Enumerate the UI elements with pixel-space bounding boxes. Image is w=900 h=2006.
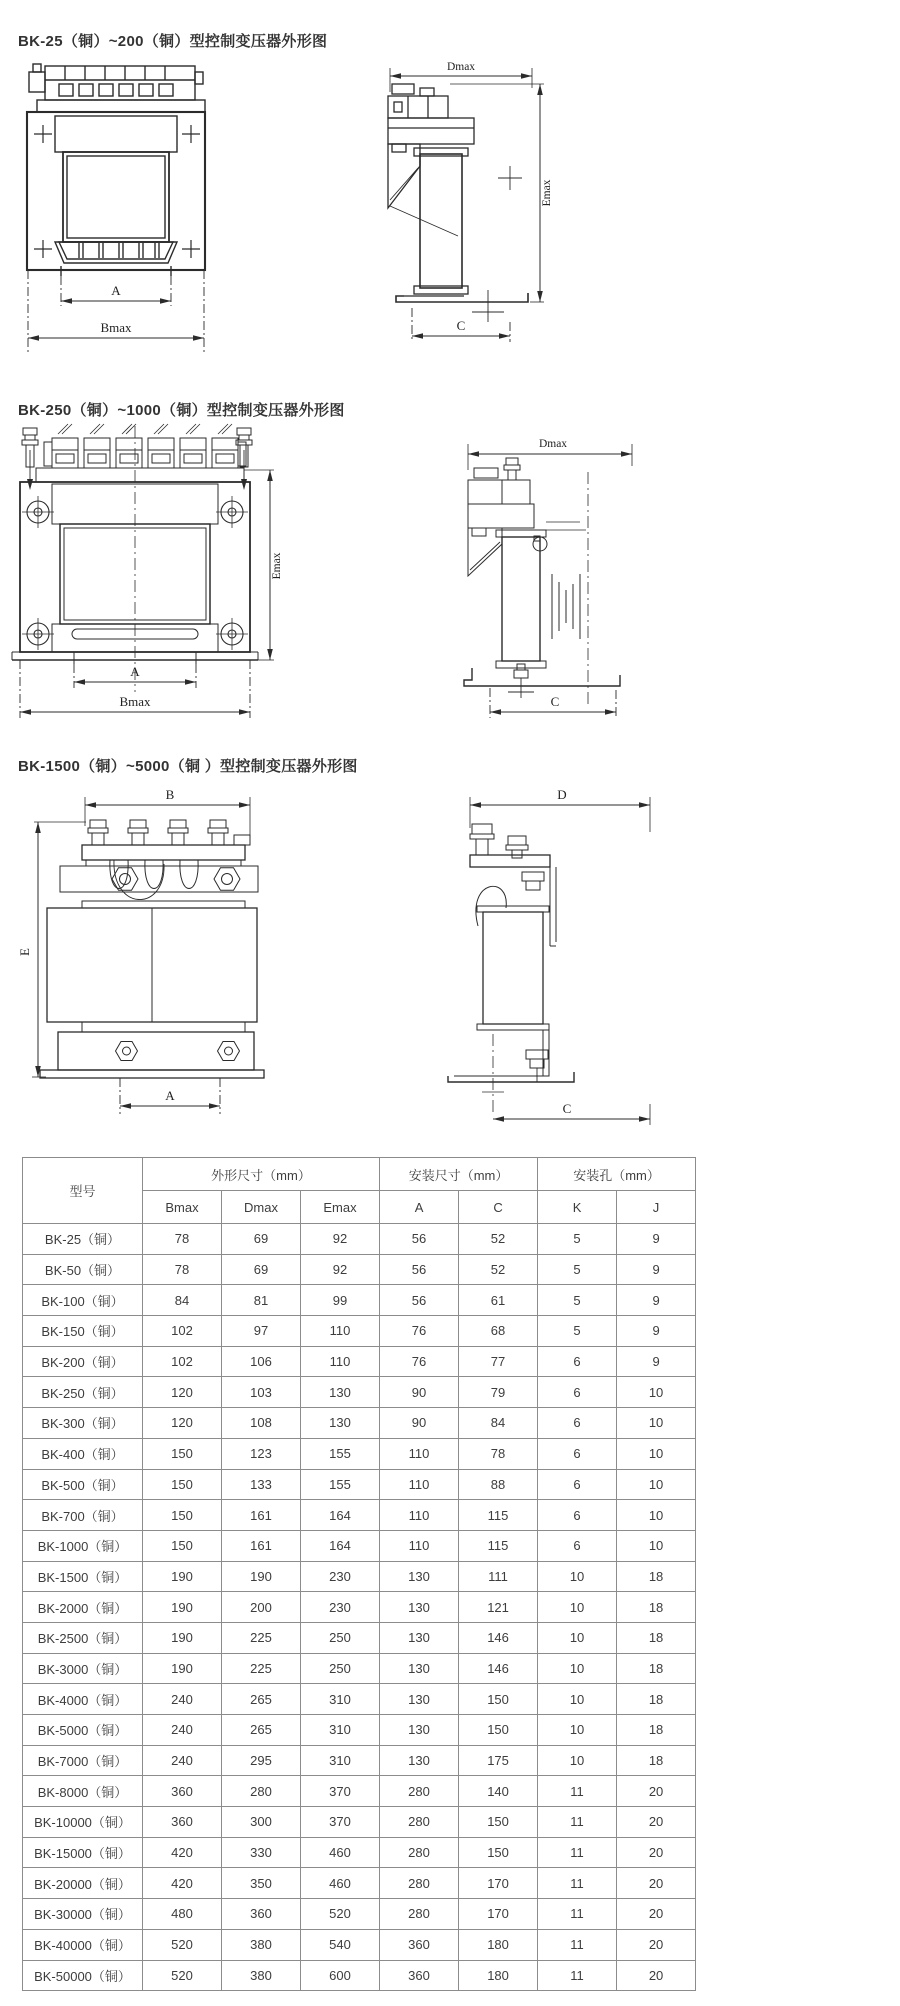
dimension-value-cell: 18	[617, 1561, 696, 1592]
s2-front-dim-emax-label: Emax	[271, 552, 283, 580]
dimension-value-cell: 265	[222, 1684, 301, 1715]
dimension-value-cell: 10	[538, 1715, 617, 1746]
dimension-value-cell: 120	[143, 1377, 222, 1408]
dimension-value-cell: 110	[301, 1316, 380, 1347]
dimension-value-cell: 10	[617, 1438, 696, 1469]
dimension-value-cell: 280	[380, 1776, 459, 1807]
dimension-value-cell: 68	[459, 1316, 538, 1347]
dimension-value-cell: 140	[459, 1776, 538, 1807]
model-cell: BK-20000（铜）	[23, 1868, 143, 1899]
dimension-value-cell: 150	[143, 1469, 222, 1500]
section3-title: BK-1500（铜）~5000（铜 ）型控制变压器外形图	[18, 758, 358, 775]
dimension-value-cell: 111	[459, 1561, 538, 1592]
dimension-value-cell: 90	[380, 1377, 459, 1408]
table-row	[23, 1316, 696, 1347]
table-row	[23, 1530, 696, 1561]
dimension-value-cell: 161	[222, 1500, 301, 1531]
table-row	[23, 1622, 696, 1653]
dimension-value-cell: 78	[459, 1438, 538, 1469]
model-cell: BK-500（铜）	[23, 1469, 143, 1500]
table-row	[23, 1592, 696, 1623]
dimension-value-cell: 11	[538, 1807, 617, 1838]
dimension-value-cell: 10	[538, 1561, 617, 1592]
dimension-value-cell: 5	[538, 1254, 617, 1285]
dimension-value-cell: 69	[222, 1254, 301, 1285]
dimension-value-cell: 520	[301, 1899, 380, 1930]
dimension-value-cell: 130	[380, 1715, 459, 1746]
s1-side-dim-c-label: C	[456, 318, 466, 333]
table-row	[23, 1224, 696, 1255]
dimension-value-cell: 110	[380, 1438, 459, 1469]
table-row	[23, 1684, 696, 1715]
s1-front-dim-bmax-label: Bmax	[100, 320, 132, 335]
table-row	[23, 1653, 696, 1684]
dimension-value-cell: 10	[538, 1684, 617, 1715]
dimension-value-cell: 150	[459, 1807, 538, 1838]
col-group-mounting-dimensions: 安装尺寸（mm）	[380, 1158, 538, 1191]
dimension-value-cell: 102	[143, 1346, 222, 1377]
s1-side-dim-dmax-label: Dmax	[446, 61, 476, 73]
dimension-value-cell: 10	[617, 1500, 696, 1531]
dimension-value-cell: 161	[222, 1530, 301, 1561]
dimension-value-cell: 540	[301, 1929, 380, 1960]
dimension-value-cell: 150	[459, 1837, 538, 1868]
dimension-value-cell: 170	[459, 1899, 538, 1930]
dimension-value-cell: 6	[538, 1469, 617, 1500]
dimension-value-cell: 180	[459, 1929, 538, 1960]
dimension-value-cell: 18	[617, 1715, 696, 1746]
model-cell: BK-300（铜）	[23, 1408, 143, 1439]
model-cell: BK-30000（铜）	[23, 1899, 143, 1930]
table-row	[23, 1469, 696, 1500]
dimension-value-cell: 106	[222, 1346, 301, 1377]
dimension-value-cell: 295	[222, 1745, 301, 1776]
s3-front-dim-a-label: A	[165, 1088, 175, 1103]
model-cell: BK-15000（铜）	[23, 1837, 143, 1868]
model-cell: BK-2000（铜）	[23, 1592, 143, 1623]
dimension-value-cell: 52	[459, 1224, 538, 1255]
s2-side-dim-c-label: C	[550, 694, 560, 709]
table-row	[23, 1960, 696, 1991]
dimension-value-cell: 130	[301, 1408, 380, 1439]
dimension-value-cell: 78	[143, 1254, 222, 1285]
model-cell: BK-3000（铜）	[23, 1653, 143, 1684]
dimension-value-cell: 110	[380, 1500, 459, 1531]
dimension-value-cell: 600	[301, 1960, 380, 1991]
bk250-1000-side-view-drawing	[368, 424, 640, 724]
dimension-value-cell: 280	[380, 1807, 459, 1838]
dimension-value-cell: 300	[222, 1807, 301, 1838]
dimension-value-cell: 240	[143, 1715, 222, 1746]
dimension-value-cell: 6	[538, 1500, 617, 1531]
dimension-value-cell: 11	[538, 1868, 617, 1899]
col-header-a: A	[380, 1191, 459, 1224]
dimension-value-cell: 240	[143, 1684, 222, 1715]
dimension-value-cell: 10	[538, 1622, 617, 1653]
dimension-value-cell: 130	[380, 1622, 459, 1653]
table-row	[23, 1346, 696, 1377]
dimension-value-cell: 10	[617, 1408, 696, 1439]
dimension-value-cell: 76	[380, 1316, 459, 1347]
dimension-value-cell: 5	[538, 1285, 617, 1316]
dimension-value-cell: 225	[222, 1622, 301, 1653]
dimension-value-cell: 280	[380, 1868, 459, 1899]
dimension-value-cell: 11	[538, 1929, 617, 1960]
dimension-value-cell: 420	[143, 1868, 222, 1899]
dimension-value-cell: 230	[301, 1561, 380, 1592]
dimension-value-cell: 56	[380, 1224, 459, 1255]
dimension-value-cell: 480	[143, 1899, 222, 1930]
dimension-value-cell: 88	[459, 1469, 538, 1500]
dimension-value-cell: 18	[617, 1684, 696, 1715]
dimension-value-cell: 200	[222, 1592, 301, 1623]
dimension-value-cell: 84	[459, 1408, 538, 1439]
dimension-value-cell: 130	[380, 1653, 459, 1684]
dimension-value-cell: 230	[301, 1592, 380, 1623]
dimension-value-cell: 9	[617, 1346, 696, 1377]
dimension-value-cell: 350	[222, 1868, 301, 1899]
dimension-value-cell: 79	[459, 1377, 538, 1408]
dimension-value-cell: 11	[538, 1960, 617, 1991]
dimension-value-cell: 10	[617, 1377, 696, 1408]
dimension-value-cell: 5	[538, 1224, 617, 1255]
dimension-value-cell: 6	[538, 1438, 617, 1469]
dimension-value-cell: 360	[143, 1807, 222, 1838]
table-row	[23, 1807, 696, 1838]
dimension-value-cell: 360	[222, 1899, 301, 1930]
dimension-value-cell: 130	[380, 1561, 459, 1592]
table-row	[23, 1561, 696, 1592]
dimension-value-cell: 164	[301, 1500, 380, 1531]
dimension-value-cell: 250	[301, 1653, 380, 1684]
dimension-value-cell: 155	[301, 1438, 380, 1469]
dimension-value-cell: 18	[617, 1745, 696, 1776]
table-row	[23, 1285, 696, 1316]
s2-side-dim-dmax-label: Dmax	[538, 438, 568, 450]
dimension-value-cell: 97	[222, 1316, 301, 1347]
dimension-value-cell: 280	[380, 1899, 459, 1930]
dimension-value-cell: 190	[143, 1561, 222, 1592]
dimension-value-cell: 11	[538, 1837, 617, 1868]
dimension-value-cell: 460	[301, 1868, 380, 1899]
section1-title: BK-25（铜）~200（铜）型控制变压器外形图	[18, 33, 328, 50]
dimension-value-cell: 11	[538, 1899, 617, 1930]
dimension-value-cell: 10	[617, 1530, 696, 1561]
model-cell: BK-5000（铜）	[23, 1715, 143, 1746]
table-row	[23, 1868, 696, 1899]
dimension-table	[22, 1157, 696, 1991]
dimension-value-cell: 77	[459, 1346, 538, 1377]
dimension-value-cell: 6	[538, 1408, 617, 1439]
dimension-value-cell: 330	[222, 1837, 301, 1868]
bk1500-5000-side-view-drawing	[412, 784, 664, 1136]
s2-front-dim-bmax-label: Bmax	[119, 694, 151, 709]
model-cell: BK-1000（铜）	[23, 1530, 143, 1561]
dimension-value-cell: 360	[380, 1929, 459, 1960]
dimension-value-cell: 10	[617, 1469, 696, 1500]
table-row	[23, 1745, 696, 1776]
model-cell: BK-200（铜）	[23, 1346, 143, 1377]
dimension-value-cell: 150	[459, 1684, 538, 1715]
dimension-value-cell: 164	[301, 1530, 380, 1561]
dimension-value-cell: 380	[222, 1960, 301, 1991]
model-cell: BK-700（铜）	[23, 1500, 143, 1531]
s2-front-dim-a-label: A	[130, 664, 140, 679]
dimension-value-cell: 240	[143, 1745, 222, 1776]
dimension-value-cell: 18	[617, 1592, 696, 1623]
bk250-1000-front-view-drawing	[8, 420, 293, 730]
table-body	[23, 1224, 696, 1991]
dimension-value-cell: 115	[459, 1500, 538, 1531]
dimension-value-cell: 130	[380, 1684, 459, 1715]
dimension-value-cell: 84	[143, 1285, 222, 1316]
dimension-value-cell: 103	[222, 1377, 301, 1408]
bk25-200-side-view-drawing	[360, 50, 555, 365]
dimension-value-cell: 310	[301, 1684, 380, 1715]
dimension-value-cell: 56	[380, 1254, 459, 1285]
dimension-value-cell: 460	[301, 1837, 380, 1868]
dimension-value-cell: 225	[222, 1653, 301, 1684]
dimension-value-cell: 360	[380, 1960, 459, 1991]
table-row	[23, 1899, 696, 1930]
dimension-value-cell: 90	[380, 1408, 459, 1439]
dimension-value-cell: 9	[617, 1254, 696, 1285]
dimension-value-cell: 108	[222, 1408, 301, 1439]
dimension-value-cell: 61	[459, 1285, 538, 1316]
dimension-value-cell: 190	[143, 1622, 222, 1653]
col-header-c: C	[459, 1191, 538, 1224]
dimension-value-cell: 69	[222, 1224, 301, 1255]
table-row	[23, 1500, 696, 1531]
model-cell: BK-10000（铜）	[23, 1807, 143, 1838]
dimension-value-cell: 78	[143, 1224, 222, 1255]
dimension-value-cell: 5	[538, 1316, 617, 1347]
dimension-value-cell: 280	[380, 1837, 459, 1868]
dimension-value-cell: 92	[301, 1254, 380, 1285]
model-cell: BK-4000（铜）	[23, 1684, 143, 1715]
dimension-value-cell: 99	[301, 1285, 380, 1316]
dimension-value-cell: 92	[301, 1224, 380, 1255]
dimension-value-cell: 20	[617, 1899, 696, 1930]
dimension-value-cell: 150	[143, 1500, 222, 1531]
s3-side-dim-c-label: C	[562, 1101, 572, 1116]
col-header-j: J	[617, 1191, 696, 1224]
dimension-value-cell: 110	[380, 1530, 459, 1561]
model-cell: BK-100（铜）	[23, 1285, 143, 1316]
dimension-value-cell: 150	[459, 1715, 538, 1746]
col-header-dmax: Dmax	[222, 1191, 301, 1224]
dimension-value-cell: 175	[459, 1745, 538, 1776]
table-group-header-row	[23, 1158, 696, 1191]
s1-front-dim-a-label: A	[111, 283, 121, 298]
table-row	[23, 1254, 696, 1285]
table-row	[23, 1408, 696, 1439]
dimension-value-cell: 130	[301, 1377, 380, 1408]
dimension-value-cell: 121	[459, 1592, 538, 1623]
bk25-200-front-view-drawing	[15, 54, 225, 369]
dimension-value-cell: 190	[222, 1561, 301, 1592]
dimension-value-cell: 6	[538, 1530, 617, 1561]
table-row	[23, 1377, 696, 1408]
model-cell: BK-150（铜）	[23, 1316, 143, 1347]
dimension-value-cell: 20	[617, 1776, 696, 1807]
table-row	[23, 1438, 696, 1469]
dimension-value-cell: 56	[380, 1285, 459, 1316]
dimension-value-cell: 10	[538, 1745, 617, 1776]
s3-front-dim-b-label: B	[165, 787, 175, 802]
model-cell: BK-8000（铜）	[23, 1776, 143, 1807]
model-cell: BK-400（铜）	[23, 1438, 143, 1469]
table-row	[23, 1715, 696, 1746]
dimension-value-cell: 110	[380, 1469, 459, 1500]
model-cell: BK-25（铜）	[23, 1224, 143, 1255]
model-cell: BK-40000（铜）	[23, 1929, 143, 1960]
dimension-value-cell: 146	[459, 1653, 538, 1684]
dimension-value-cell: 6	[538, 1346, 617, 1377]
dimension-value-cell: 190	[143, 1653, 222, 1684]
dimension-value-cell: 180	[459, 1960, 538, 1991]
table-row	[23, 1837, 696, 1868]
dimension-value-cell: 310	[301, 1715, 380, 1746]
dimension-value-cell: 265	[222, 1715, 301, 1746]
dimension-value-cell: 52	[459, 1254, 538, 1285]
dimension-value-cell: 110	[301, 1346, 380, 1377]
model-cell: BK-50000（铜）	[23, 1960, 143, 1991]
dimension-value-cell: 11	[538, 1776, 617, 1807]
dimension-value-cell: 420	[143, 1837, 222, 1868]
dimension-value-cell: 130	[380, 1745, 459, 1776]
dimension-value-cell: 18	[617, 1622, 696, 1653]
dimension-value-cell: 155	[301, 1469, 380, 1500]
section2-title: BK-250（铜）~1000（铜）型控制变压器外形图	[18, 402, 345, 419]
dimension-value-cell: 380	[222, 1929, 301, 1960]
dimension-value-cell: 190	[143, 1592, 222, 1623]
dimension-value-cell: 6	[538, 1377, 617, 1408]
dimension-value-cell: 250	[301, 1622, 380, 1653]
dimension-value-cell: 20	[617, 1929, 696, 1960]
dimension-value-cell: 20	[617, 1960, 696, 1991]
col-header-k: K	[538, 1191, 617, 1224]
dimension-value-cell: 76	[380, 1346, 459, 1377]
dimension-value-cell: 520	[143, 1960, 222, 1991]
dimension-value-cell: 170	[459, 1868, 538, 1899]
dimension-value-cell: 370	[301, 1776, 380, 1807]
col-group-outline-dimensions: 外形尺寸（mm）	[143, 1158, 380, 1191]
dimension-value-cell: 146	[459, 1622, 538, 1653]
dimension-value-cell: 120	[143, 1408, 222, 1439]
dimension-value-cell: 310	[301, 1745, 380, 1776]
col-header-emax: Emax	[301, 1191, 380, 1224]
dimension-value-cell: 102	[143, 1316, 222, 1347]
model-cell: BK-1500（铜）	[23, 1561, 143, 1592]
dimension-value-cell: 370	[301, 1807, 380, 1838]
col-header-bmax: Bmax	[143, 1191, 222, 1224]
table-row	[23, 1776, 696, 1807]
dimension-value-cell: 130	[380, 1592, 459, 1623]
s1-side-dim-emax-label: Emax	[541, 179, 553, 207]
dimension-value-cell: 10	[538, 1592, 617, 1623]
dimension-value-cell: 520	[143, 1929, 222, 1960]
col-header-model: 型号	[23, 1158, 143, 1224]
table-row	[23, 1929, 696, 1960]
dimension-value-cell: 81	[222, 1285, 301, 1316]
s3-side-dim-d-label: D	[557, 787, 567, 802]
dimension-value-cell: 150	[143, 1530, 222, 1561]
dimension-value-cell: 280	[222, 1776, 301, 1807]
dimension-value-cell: 20	[617, 1807, 696, 1838]
dimension-value-cell: 20	[617, 1837, 696, 1868]
dimension-value-cell: 123	[222, 1438, 301, 1469]
dimension-value-cell: 9	[617, 1285, 696, 1316]
dimension-value-cell: 20	[617, 1868, 696, 1899]
model-cell: BK-50（铜）	[23, 1254, 143, 1285]
bk1500-5000-front-view-drawing	[6, 784, 274, 1136]
dimension-value-cell: 115	[459, 1530, 538, 1561]
dimension-value-cell: 133	[222, 1469, 301, 1500]
model-cell: BK-250（铜）	[23, 1377, 143, 1408]
s3-front-dim-e-label: E	[17, 948, 32, 956]
model-cell: BK-2500（铜）	[23, 1622, 143, 1653]
dimension-value-cell: 18	[617, 1653, 696, 1684]
dimension-value-cell: 10	[538, 1653, 617, 1684]
col-group-mounting-holes: 安装孔（mm）	[538, 1158, 696, 1191]
dimension-value-cell: 360	[143, 1776, 222, 1807]
dimension-value-cell: 9	[617, 1224, 696, 1255]
dimension-value-cell: 150	[143, 1438, 222, 1469]
model-cell: BK-7000（铜）	[23, 1745, 143, 1776]
dimension-value-cell: 9	[617, 1316, 696, 1347]
